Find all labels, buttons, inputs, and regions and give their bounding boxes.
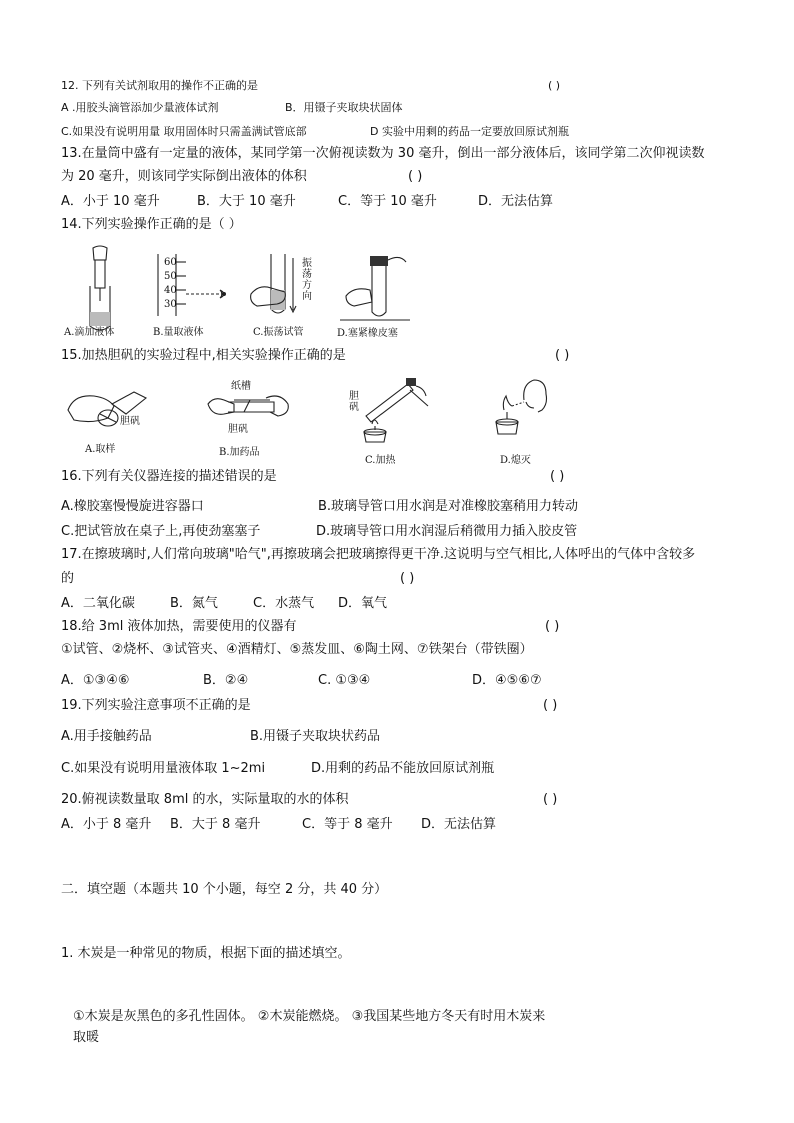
- q15-caption-c: C.加热: [365, 455, 396, 466]
- q15-figure-sampling: [64, 374, 154, 432]
- q14-caption-d: D.塞紧橡皮塞: [337, 328, 398, 339]
- q19-stem: 19.下列实验注意事项不正确的是: [61, 698, 251, 713]
- q15-figure-b-top-label: 纸槽: [231, 381, 251, 392]
- q13-option-b: B．大于 10 毫升: [197, 194, 296, 209]
- q19-option-c: C.如果没有说明用量液体取 1~2mi: [61, 761, 266, 776]
- q14-shake-label-1: 振: [302, 258, 312, 269]
- q17-option-a: A．二氧化碳: [61, 596, 135, 611]
- q15-caption-d: D.熄灭: [500, 455, 531, 466]
- q20-option-b: B．大于 8 毫升: [170, 817, 261, 832]
- q13-answer-paren: ( ): [408, 169, 423, 184]
- q12-option-b: B．用镊子夹取块状固体: [285, 101, 403, 114]
- q13-stem-line2: 为 20 毫升，则该同学实际倒出液体的体积: [61, 169, 307, 184]
- q13-option-a: A．小于 10 毫升: [61, 194, 160, 209]
- q15-stem: 15.加热胆矾的实验过程中,相关实验操作正确的是: [61, 348, 346, 363]
- q17-option-b: B．氮气: [170, 596, 218, 611]
- q16-option-c: C.把试管放在桌子上,再使劲塞塞子: [61, 524, 261, 539]
- q16-option-b: B.玻璃导管口用水润是对准橡胶塞稍用力转动: [318, 499, 579, 514]
- q14-figure-shaking: [247, 254, 307, 324]
- q17-stem-line1: 17.在擦玻璃时,人们常向玻璃"哈气",再擦玻璃会把玻璃擦得更干净.这说明与空气相比,人体呼出的气体中含较多: [61, 547, 696, 562]
- q18-answer-paren: ( ): [545, 619, 560, 634]
- q15-figure-c-label-2: 矾: [349, 402, 359, 413]
- q19-option-d: D.用剩的药品不能放回原试剂瓶: [311, 761, 495, 776]
- q18-option-c: C. ①③④: [318, 673, 371, 688]
- q12-option-a: A .用胶头滴管添加少量液体试剂: [61, 101, 219, 114]
- q19-answer-paren: ( ): [543, 698, 558, 713]
- fill-q1-description-line2: 取暖: [73, 1030, 100, 1045]
- q14-caption-b: B.量取液体: [153, 327, 204, 338]
- q17-option-d: D．氧气: [338, 596, 388, 611]
- q14-scale-40: 40: [164, 285, 177, 296]
- q18-stem: 18.给 3ml 液体加热，需要使用的仪器有: [61, 619, 297, 634]
- q16-option-d: D.玻璃导管口用水润湿后稍微用力插入胶皮管: [316, 524, 578, 539]
- q15-figure-heating: [350, 376, 435, 448]
- q17-option-c: C．水蒸气: [253, 596, 315, 611]
- q17-answer-paren: ( ): [400, 571, 415, 586]
- q19-option-a: A.用手接触药品: [61, 729, 152, 744]
- q14-shake-label-4: 向: [302, 291, 312, 302]
- q12-option-d: D 实验中用剩的药品一定要放回原试剂瓶: [370, 125, 569, 138]
- q14-scale-30: 30: [164, 299, 177, 310]
- q14-shake-label-3: 方: [302, 280, 312, 291]
- q14-scale-60: 60: [164, 257, 177, 268]
- q15-figure-adding: [204, 390, 294, 432]
- q14-figure-dropper: [80, 246, 120, 331]
- q14-stem: 14.下列实验操作正确的是（ ）: [61, 217, 242, 232]
- q14-figure-cylinder: [150, 254, 235, 320]
- q14-shake-label-2: 荡: [302, 269, 312, 280]
- q15-figure-b-label: 胆矾: [228, 424, 248, 435]
- q12-answer-paren: ( ): [548, 79, 561, 92]
- q13-stem-line1: 13.在量筒中盛有一定量的液体，某同学第一次俯视读数为 30 毫升，倒出一部分液体后，该同学第二次仰视读数: [61, 146, 705, 161]
- q18-option-d: D．④⑤⑥⑦: [472, 673, 542, 688]
- q14-scale-50: 50: [164, 271, 177, 282]
- q20-option-c: C．等于 8 毫升: [302, 817, 393, 832]
- q14-caption-a: A.滴加液体: [64, 327, 115, 338]
- q13-option-d: D．无法估算: [478, 194, 554, 209]
- q20-option-a: A．小于 8 毫升: [61, 817, 152, 832]
- q12-option-c: C.如果没有说明用量 取用固体时只需盖满试管底部: [61, 125, 307, 138]
- q16-answer-paren: ( ): [550, 469, 565, 484]
- q15-figure-extinguish: [490, 376, 550, 448]
- q15-figure-c-label-1: 胆: [349, 391, 359, 402]
- q15-answer-paren: ( ): [555, 348, 570, 363]
- q20-stem: 20.俯视读数量取 8ml 的水，实际量取的水的体积: [61, 792, 349, 807]
- q18-option-b: B．②④: [203, 673, 249, 688]
- q15-caption-a: A.取样: [85, 444, 116, 455]
- q13-option-c: C．等于 10 毫升: [338, 194, 437, 209]
- fill-q1-description-line1: ①木炭是灰黑色的多孔性固体。 ②木炭能燃烧。 ③我国某些地方冬天有时用木炭来: [73, 1009, 546, 1024]
- q20-answer-paren: ( ): [543, 792, 558, 807]
- q14-figure-stopper: [340, 250, 410, 324]
- q20-option-d: D．无法估算: [421, 817, 497, 832]
- q17-stem-line2: 的: [61, 571, 75, 586]
- q16-stem: 16.下列有关仪器连接的描述错误的是: [61, 469, 277, 484]
- q14-caption-c: C.振荡试管: [253, 327, 304, 338]
- q12-stem: 12. 下列有关试剂取用的操作不正确的是: [61, 79, 258, 92]
- q15-figure-a-label: 胆矾: [120, 416, 140, 427]
- section-2-title: 二．填空题（本题共 10 个小题，每空 2 分，共 40 分）: [61, 882, 388, 897]
- q18-items: ①试管、②烧杯、③试管夹、④酒精灯、⑤蒸发皿、⑥陶土网、⑦铁架台（带铁圈）: [61, 642, 533, 657]
- fill-q1-stem: 1. 木炭是一种常见的物质，根据下面的描述填空。: [61, 946, 351, 961]
- q15-caption-b: B.加药品: [219, 447, 260, 458]
- q18-option-a: A．①③④⑥: [61, 673, 130, 688]
- q16-option-a: A.橡胶塞慢慢旋进容器口: [61, 499, 204, 514]
- q19-option-b: B.用镊子夹取块状药品: [250, 729, 381, 744]
